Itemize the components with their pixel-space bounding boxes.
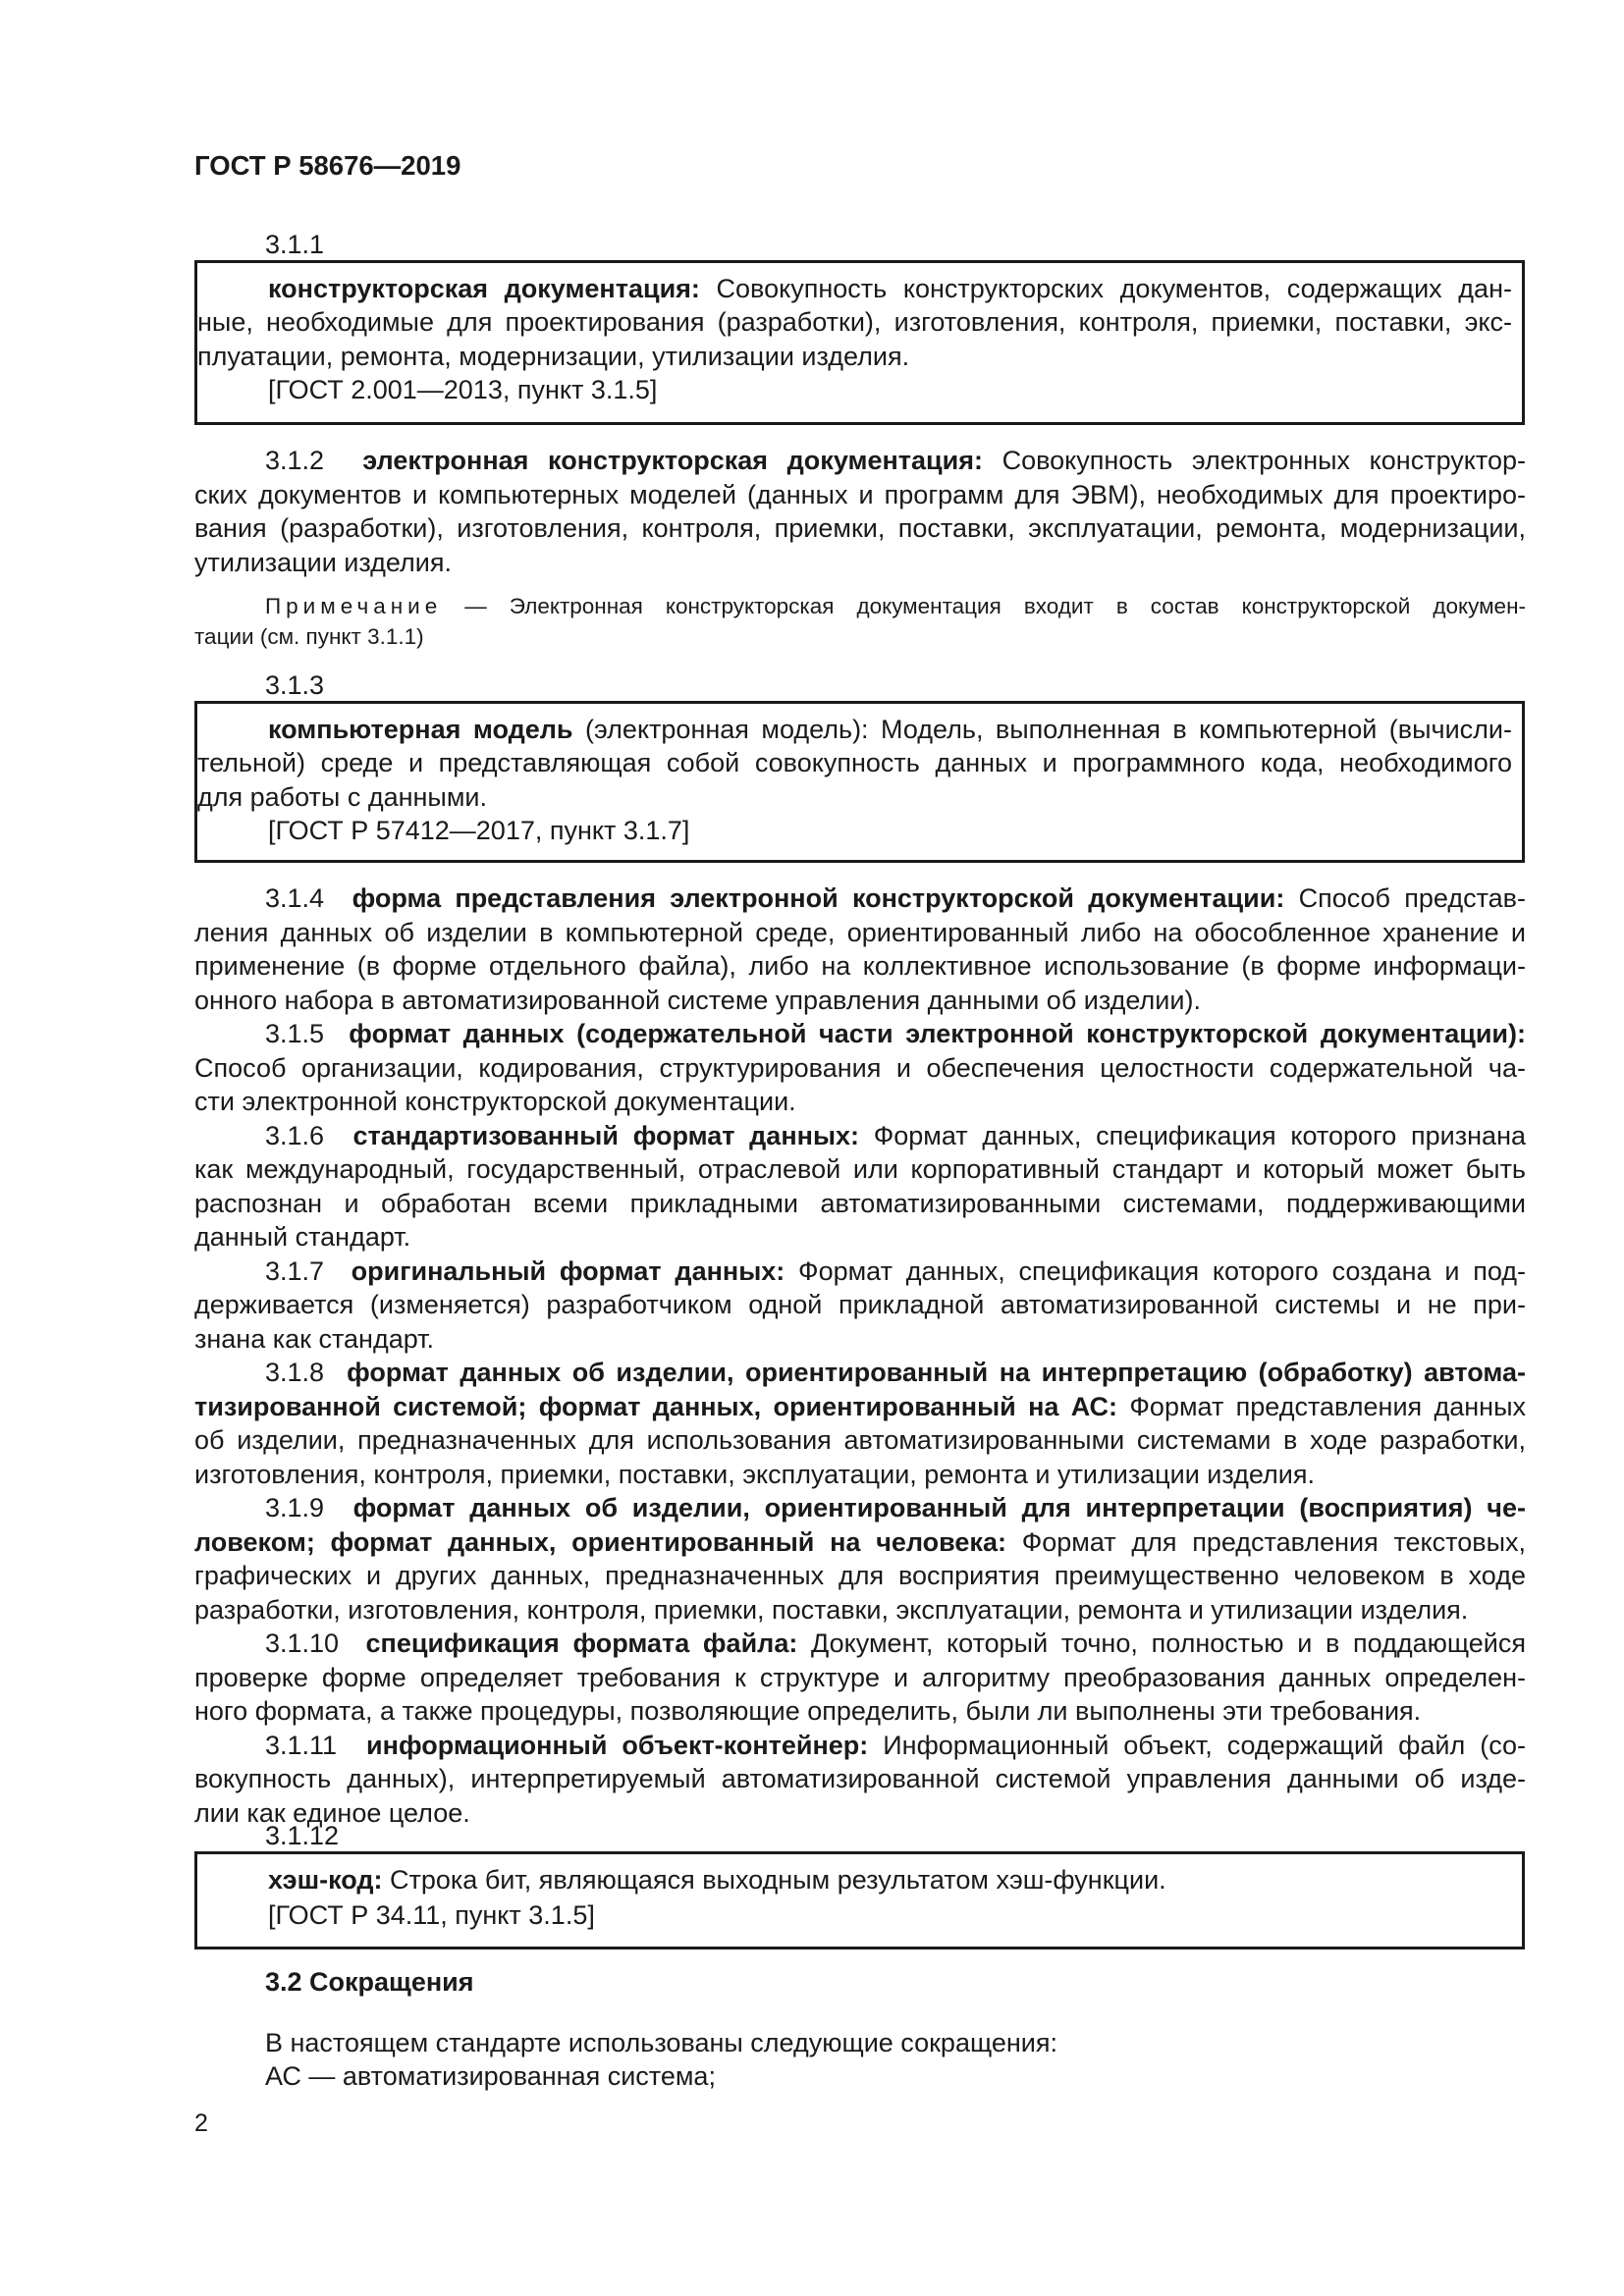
term-name: формат данных (содержательной части электронной конструкторской документации): [349, 1019, 1526, 1048]
section-heading: 3.2 Сокращения [265, 1967, 474, 1997]
terms-list [194, 881, 1526, 1830]
definition-text: Формат данных, спецификация которого создана и под- [785, 1255, 1527, 1286]
definition-text: вания (разработки), изготовления, контроля, приемки, поставки, эксплуатации, ремонта, модернизации, [194, 513, 1526, 543]
term-definition [194, 1017, 1526, 1119]
term-definition-box [194, 701, 1525, 863]
term-definition-box [194, 1851, 1525, 1949]
definition-text: проверке форме определяет требования к структуре и алгоритму преобразования данных определен- [194, 1662, 1526, 1692]
term-name: формат данных об изделии, ориентированный на интерпретацию (обработку) автома- [347, 1358, 1526, 1387]
section-intro: В настоящем стандарте использованы следующие сокращения: [265, 2028, 1058, 2057]
term-definition [268, 713, 1512, 747]
definition-text: держивается (изменяется) разработчиком одной прикладной автоматизированной системы и не при- [194, 1290, 1526, 1319]
term-name: информационный объект-контейнер: [366, 1730, 869, 1760]
definition-text: Строка бит, являющаяся выходным результатом хэш-функции. [382, 1865, 1166, 1895]
note-block [194, 591, 1526, 652]
definition-text: знана как стандарт. [194, 1323, 435, 1354]
term-definition [194, 1119, 1526, 1255]
term-number: 3.1.10 [265, 1629, 340, 1658]
document-header: ГОСТ Р 58676—2019 [194, 150, 461, 181]
term-definition [194, 444, 1526, 579]
definition-text: данный стандарт. [194, 1222, 411, 1252]
definition-text: распознан и обработан всеми прикладными автоматизированными системами, поддерживающими [194, 1188, 1526, 1218]
definition-text: онного набора в автоматизированной системе управления данными об изделии). [194, 985, 1201, 1015]
term-number: 3.1.8 [265, 1358, 325, 1387]
term-source-reference: [ГОСТ Р 57412—2017, пункт 3.1.7] [268, 816, 690, 845]
definition-text: тельной) среде и представляющая собой совокупность данных и программного кода, необходимого [197, 748, 1512, 777]
definition-text: плуатации, ремонта, модернизации, утилизации изделия. [197, 341, 910, 371]
definition-text: Способ представ- [1284, 883, 1526, 913]
term-definition [194, 1255, 1526, 1357]
term-name: стандартизованный формат данных: [352, 1120, 860, 1150]
term-number: 3.1.1 [265, 230, 325, 259]
term-name: ловеком; формат данных, ориентированный на человека: [194, 1526, 1006, 1557]
term-name: тизированной системой; формат данных, ориентированный на АС: [194, 1391, 1118, 1421]
term-number: 3.1.4 [265, 883, 325, 913]
definition-text: лии как единое целое. [194, 1797, 470, 1828]
definition-text: Способ организации, кодирования, структурирования и обеспечения целостности содержательной ча- [194, 1052, 1526, 1083]
term-name: хэш-код: [268, 1865, 383, 1895]
definition-text: Совокупность электронных конструктор- [982, 446, 1526, 475]
term-number: 3.1.7 [265, 1255, 325, 1286]
term-definition [194, 1491, 1526, 1627]
definition-text: Формат представления данных [1117, 1391, 1527, 1421]
term-definition [194, 1627, 1526, 1729]
definition-text: графических и других данных, предназначенных для восприятия преимущественно человеком в ходе [194, 1561, 1526, 1590]
term-name: спецификация формата файла: [365, 1629, 798, 1658]
definition-text: Формат данных, спецификация которого признана [859, 1120, 1526, 1150]
definition-text: Формат для представления текстовых, [1005, 1526, 1526, 1557]
term-number: 3.1.9 [265, 1493, 325, 1522]
definition-text: (электронная модель): Модель, выполненная в компьютерной (вычисли- [572, 715, 1513, 744]
definition-text: сти электронной конструкторской документации. [194, 1087, 796, 1116]
term-source-reference: [ГОСТ Р 34.11, пункт 3.1.5] [268, 1900, 595, 1930]
term-name: формат данных об изделии, ориентированный для интерпретации (восприятия) че- [352, 1493, 1526, 1522]
definition-text: утилизации изделия. [194, 547, 453, 577]
term-number: 3.1.5 [265, 1019, 325, 1048]
definition-text: как международный, государственный, отраслевой или корпоративный стандарт и который может быть [194, 1154, 1526, 1184]
note-text: — Электронная конструкторская документация входит в состав конструкторской докумен- [442, 594, 1526, 618]
term-definition [268, 272, 1512, 306]
definition-continuation [197, 746, 1512, 814]
term-number: 3.1.6 [265, 1120, 325, 1150]
definition-text: применение (в форме отдельного файла), либо на коллективное использование (в форме информаци- [194, 951, 1526, 981]
term-definition [194, 1729, 1526, 1831]
term-name: конструкторская документация: [268, 274, 700, 303]
term-number: 3.1.12 [265, 1821, 340, 1850]
definition-text: Документ, который точно, полностью и в поддающейся [797, 1629, 1526, 1658]
definition-text: Информационный объект, содержащий файл (со- [868, 1730, 1526, 1760]
term-number: 3.1.3 [265, 670, 325, 700]
term-number: 3.1.11 [265, 1730, 338, 1760]
definition-text: ских документов и компьютерных моделей (данных и программ для ЭВМ), необходимых для проектиро- [194, 479, 1526, 509]
note-text: тации (см. пункт 3.1.1) [194, 624, 424, 649]
definition-text: изготовления, контроля, приемки, поставки, эксплуатации, ремонта и утилизации изделия. [194, 1459, 1316, 1489]
definition-text: Совокупность конструкторских документов, содержащих дан- [699, 274, 1512, 303]
definition-text: вокупность данных), интерпретируемый автоматизированной системой управления данными об изде- [194, 1764, 1526, 1793]
term-source-reference: [ГОСТ 2.001—2013, пункт 3.1.5] [268, 375, 658, 404]
definition-text: ного формата, а также процедуры, позволяющие определить, были ли выполнены эти требования. [194, 1696, 1422, 1726]
note-label: Примечание [265, 594, 443, 618]
abbreviation-item: АС — автоматизированная система; [265, 2061, 716, 2091]
term-name: электронная конструкторская документация: [362, 446, 983, 475]
term-name: оригинальный формат данных: [351, 1255, 785, 1286]
definition-text: ные, необходимые для проектирования (разработки), изготовления, контроля, приемки, поставки, экс- [197, 307, 1512, 337]
term-name: компьютерная модель [268, 715, 573, 744]
term-definition [194, 1356, 1526, 1491]
term-number: 3.1.2 [265, 446, 325, 475]
definition-text: для работы с данными. [197, 781, 487, 812]
page-number: 2 [194, 2109, 208, 2137]
definition-continuation [197, 305, 1512, 373]
term-definition-box [194, 260, 1525, 425]
term-definition [194, 881, 1526, 1017]
definition-text: об изделии, предназначенных для использования автоматизированными системами в ходе разработки, [194, 1425, 1526, 1455]
definition-text: разработки, изготовления, контроля, приемки, поставки, эксплуатации, ремонта и утилизации изделия. [194, 1594, 1469, 1625]
term-definition [268, 1863, 1512, 1897]
definition-text: ления данных об изделии в компьютерной среде, ориентированный либо на обособленное хранение и [194, 917, 1526, 947]
term-name: форма представления электронной конструкторской документации: [352, 883, 1285, 913]
